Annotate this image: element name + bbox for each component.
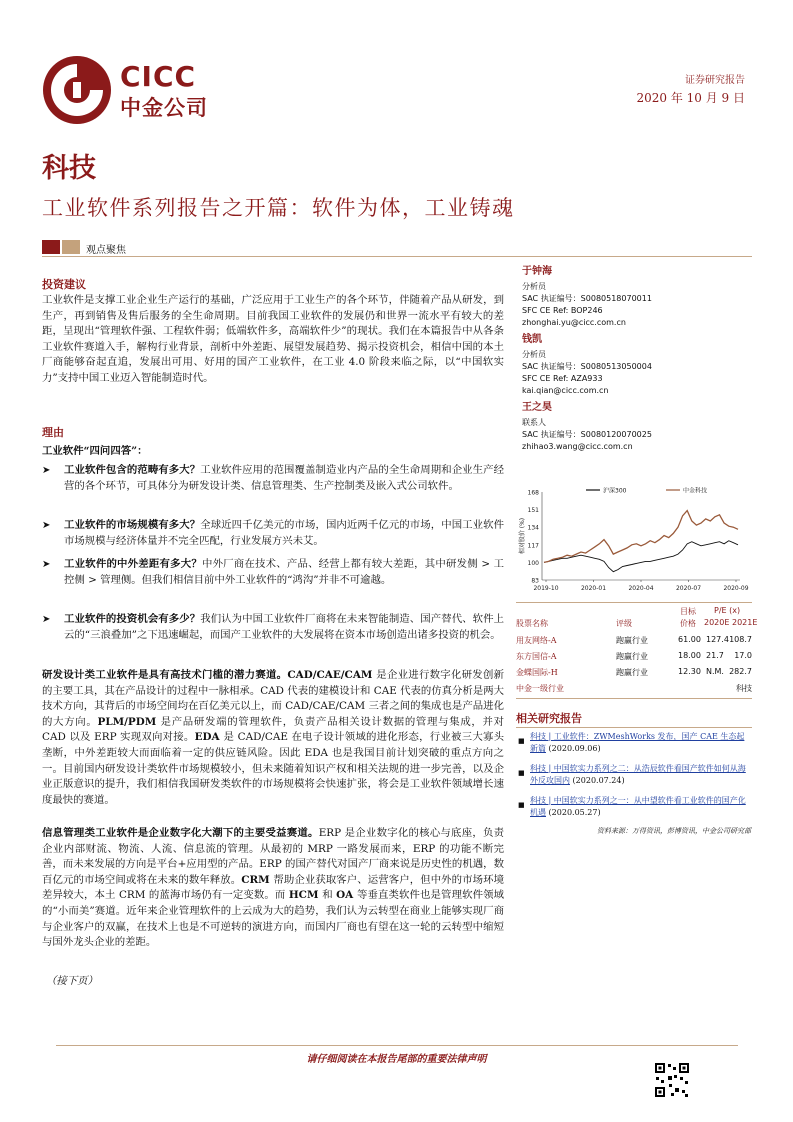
bullet-1	[42, 463, 504, 494]
col-header-pe: P/E (x)	[714, 606, 741, 615]
bullet-arrow-icon: ➤	[42, 520, 51, 531]
mgmt-text-1: ERP 是企业数字化的核心与底座，负责企业内部财流、物流、人流、信息流的管理。从最初的 MRP 一路发展而来，ERP 的功能不断完善，而未来发展的方向是平台+应用型的产品。ERP 的国产替代对国产厂商来说是历史性的机遇，数百亿元的市场空间或将在未来的数年释放。	[42, 827, 505, 886]
mgmt-bold-2: CRM	[241, 873, 274, 886]
related-date: (2020.05.27)	[548, 808, 601, 817]
related-link[interactable]: 科技 | 中国软实力系列之一：从中望软件看工业软件的国产化机遇	[530, 796, 746, 817]
logo	[42, 55, 112, 125]
stock-pe-2021e: 282.7	[729, 667, 752, 676]
col-header-price-top: 目标	[680, 607, 696, 616]
stock-rating: 跑赢行业	[616, 652, 648, 661]
related-link[interactable]: 科技 | 中国软实力系列之二：从浩辰软件看国产软件如何从海外反攻国内	[530, 764, 746, 785]
continue-label: （接下页）	[46, 975, 98, 987]
x-tick-label: 2019-10	[533, 585, 559, 592]
brand-cn: 中金公司	[120, 96, 208, 120]
bullet-arrow-icon: ➤	[42, 614, 51, 625]
rnd-paragraph	[42, 668, 504, 808]
bullet-3	[42, 557, 504, 588]
x-tick-label: 2020-09	[723, 585, 749, 592]
reasons-subheading: 工业软件“四问四答”：	[42, 445, 148, 457]
analyst-name: 钱凯	[522, 334, 542, 345]
y-tick-label: 83	[531, 577, 539, 585]
square-bullet-icon: ■	[518, 801, 525, 809]
square-bullet-icon: ■	[518, 769, 525, 777]
related-item	[516, 795, 752, 819]
report-type: 证券研究报告	[685, 75, 745, 86]
rnd-bold-3: EDA	[194, 731, 224, 744]
analyst-sac: SAC 执证编号：S0080513050004	[522, 362, 652, 371]
bullet-question: 工业软件的中外差距有多大？	[64, 558, 202, 570]
bullet-arrow-icon: ➤	[42, 465, 51, 476]
mgmt-text-2: 帮助企业获取客户、运营客户，但中外的市场环境差异较大，本土 CRM 的蓝海市场仍有一定变数。而	[42, 873, 505, 902]
y-tick-label: 151	[527, 507, 539, 515]
legend-label: 中金科技	[683, 487, 708, 495]
x-tick-label: 2020-07	[675, 585, 702, 592]
sector-title: 科技	[42, 153, 96, 184]
analyst-email[interactable]: kai.qian@cicc.com.cn	[522, 386, 609, 395]
analyst-role: 联系人	[522, 418, 546, 427]
mgmt-bold-3: HCM	[288, 889, 323, 902]
analyst-role: 分析员	[522, 350, 546, 359]
bullet-question: 工业软件的市场规模有多大？	[64, 519, 201, 531]
stock-pe-2021e: 108.7	[729, 635, 752, 644]
col-header-name: 股票名称	[516, 619, 548, 628]
analyst-1	[522, 262, 752, 329]
rnd-bold-1: CAD/CAE/CAM	[287, 669, 377, 681]
mgmt-bold-4: OA	[336, 889, 357, 902]
report-date: 2020 年 10 月 9 日	[636, 91, 745, 105]
stock-name[interactable]: 金蝶国际-H	[516, 668, 558, 677]
mgmt-lead: 信息管理类工业软件是企业数字化大潮下的主要受益赛道。	[42, 827, 319, 839]
analyst-2	[522, 330, 752, 397]
col-header-2021e: 2021E	[732, 618, 758, 627]
analyst-email[interactable]: zhihao3.wang@cicc.com.cn	[522, 442, 633, 451]
mgmt-text-3: 和	[322, 889, 337, 902]
source-note: 资料来源：万得资讯，彭博资讯，中金公司研究部	[597, 827, 751, 835]
stock-pe-2020e: 127.4	[706, 635, 729, 644]
bullet-arrow-icon: ➤	[42, 559, 51, 570]
related-heading: 相关研究报告	[516, 712, 582, 725]
analyst-top-rule	[516, 256, 752, 257]
related-date: (2020.09.06)	[548, 744, 601, 753]
x-tick-label: 2020-01	[580, 585, 607, 592]
investment-body: 工业软件是支撑工业企业生产运行的基础，广泛应用于工业生产的各个环节，伴随着产品从研发，到生产，再到销售及售后服务的全生命周期。目前我国工业软件的发展仍和世界一流水平有较大的差距，呈现出“管理软件强、工程软件弱；低端软件多，高端软件少”的现状。我们在本篇报告中从各条工业软件赛道入手，解构行业背景，剖析中外差距、展望发展趋势、揭示投资机会，相信中国的本土厂商能够奋起直追，发展出可用、好用的国产工业软件，在工业 4.0 阶段来临之际，以“中国软实力”支持中国工业迈入智能制造时代。	[42, 294, 504, 384]
x-tick-label: 2020-04	[628, 585, 654, 592]
bullet-answer: 我们认为中国工业软件厂商将在未来智能制造、国产替代、软件上云的“三浪叠加”之下迅速崛起，而国产工业软件的大发展将在资本市场创造出诸多投资的机会。	[64, 613, 504, 641]
analyst-sfc: SFC CE Ref: AZA933	[522, 374, 603, 383]
tag-marker	[42, 240, 60, 254]
analyst-sfc: SFC CE Ref: BOP246	[522, 306, 603, 315]
y-tick-label: 100	[527, 559, 539, 567]
investment-heading: 投资建议	[42, 278, 86, 291]
analyst-name: 于钟海	[522, 266, 552, 277]
related-date: (2020.07.24)	[572, 776, 625, 785]
stock-table	[516, 604, 758, 696]
y-axis-label: 相对股价 (%)	[519, 517, 526, 555]
stock-rating: 跑赢行业	[616, 636, 648, 645]
rnd-text-3: 是 CAD/CAE 在电子设计领域的进化形态，行业被三大寡头垄断，中外差距较大而面临着一定的供应链风险。因此 EDA 也是我国目前计划突破的重点方向之一。目前国内研发设计类软件市场规模较小，但未来随着知识产权和相关法规的进一步完善，以及企业正版意识的提升，我们相信我国研发类软件的市场规模将会快速扩张，将会是工业软件领域增长速度最快的赛道。	[42, 731, 504, 806]
table-bottom-rule	[516, 698, 752, 699]
series-line-cicc-tech	[544, 511, 738, 563]
y-tick-label: 168	[527, 489, 539, 497]
bullet-2	[42, 518, 504, 549]
disclaimer: 请仔细阅读在本报告尾部的重要法律声明	[306, 1054, 487, 1065]
analyst-role: 分析员	[522, 282, 546, 291]
stock-row	[516, 632, 752, 648]
footer-rule	[56, 1045, 738, 1046]
stock-row	[516, 664, 752, 680]
stock-row	[516, 648, 752, 664]
tag-marker-2	[62, 240, 80, 254]
related-item	[516, 731, 752, 755]
page-title: 工业软件系列报告之开篇：软件为体，工业铸魂	[42, 196, 515, 220]
bullet-question: 工业软件包含的范畴有多大？	[64, 464, 201, 476]
rnd-bold-2: PLM/PDM	[97, 715, 161, 728]
related-item	[516, 763, 752, 787]
relative-price-chart	[516, 480, 752, 596]
analyst-sac: SAC 执证编号：S0080518070011	[522, 294, 652, 303]
y-tick-label: 117	[527, 542, 539, 550]
stock-price: 18.00	[678, 651, 701, 660]
cicc-logo-icon	[42, 55, 112, 125]
table-top-rule	[516, 602, 752, 603]
analyst-email[interactable]: zhonghai.yu@cicc.com.cn	[522, 318, 626, 327]
mgmt-text-4: 等垂直类软件也是管理软件领域的“小而美”赛道。近年来企业管理软件的上云成为大的趋势，我们认为云转型在商业上能够实现厂商与企业客户的双赢，在技术上也是不可逆转的演进方向，而国内厂商也有望在这一轮的云转型中缩短与国外龙头企业的差距。	[42, 889, 504, 949]
stock-pe-2020e: 21.7	[706, 651, 724, 660]
related-rule	[516, 727, 752, 728]
stock-rating: 跑赢行业	[616, 668, 648, 677]
industry-value: 科技	[736, 684, 752, 693]
reasons-heading: 理由	[42, 426, 64, 439]
related-link[interactable]: 科技 | 工业软件：ZWMeshWorks 发布，国产 CAE 生态起新篇	[530, 732, 745, 753]
brand-en: CICC	[120, 60, 197, 93]
rnd-text-2: 是产品研发端的管理软件，负责产品相关设计数据的管理与集成，并对 CAD 以及 ERP 实现双向对接。	[42, 715, 505, 744]
rnd-lead: 研发设计类工业软件是具有高技术门槛的潜力赛道。	[42, 669, 288, 681]
stock-name[interactable]: 用友网络-A	[516, 636, 557, 645]
analyst-name: 王之昊	[522, 402, 552, 413]
industry-label: 中金一级行业	[516, 684, 564, 693]
bullet-answer: 中外厂商在技术、产品、经营上都有较大差距，其中研发侧 > 工控侧 > 管理侧。但我们相信目前中外工业软件的“鸿沟”并非不可逾越。	[64, 558, 504, 586]
mgmt-paragraph	[42, 826, 504, 951]
col-header-2020e: 2020E	[704, 618, 730, 627]
analyst-sac: SAC 执证编号：S0080120070025	[522, 430, 652, 439]
stock-name[interactable]: 东方国信-A	[516, 652, 557, 661]
bullet-question: 工业软件的投资机会有多少？	[64, 613, 201, 625]
bullet-4	[42, 612, 504, 643]
tag-label: 观点聚焦	[86, 245, 126, 256]
stock-price: 61.00	[678, 635, 701, 644]
y-tick-label: 134	[527, 524, 539, 532]
analyst-3	[522, 398, 752, 453]
qr-code-icon	[654, 1062, 690, 1098]
legend-label: 沪深300	[603, 487, 627, 495]
square-bullet-icon: ■	[518, 737, 525, 745]
col-header-rating: 评级	[616, 619, 632, 628]
stock-price: 12.30	[678, 667, 701, 676]
stock-pe-2020e: N.M.	[706, 667, 724, 676]
rnd-text-1: 是企业进行数字化研发创新的主要工具，其在产品设计的过程中一脉相承。CAD 代表的建模设计和 CAE 代表的仿真分析是两大技术方向，其背后的市场空间均在百亿美元以上，而 CAD/CAE/CAM 三者之间的集成也是产品进化的大方向。	[42, 669, 505, 728]
stock-rows	[516, 632, 752, 680]
col-header-price: 价格	[680, 619, 696, 628]
stock-pe-2021e: 17.0	[734, 651, 752, 660]
bullet-answer: 全球近四千亿美元的市场，国内近两千亿元的市场，中国工业软件市场规模与经济体量并不完全匹配，行业发展方兴未艾。	[64, 519, 504, 547]
bullet-answer: 工业软件应用的范围覆盖制造业内产品的全生命周期和企业生产经营的各个环节，可具体分为研发设计类、信息管理类、生产控制类及嵌入式公司软件。	[64, 464, 504, 492]
